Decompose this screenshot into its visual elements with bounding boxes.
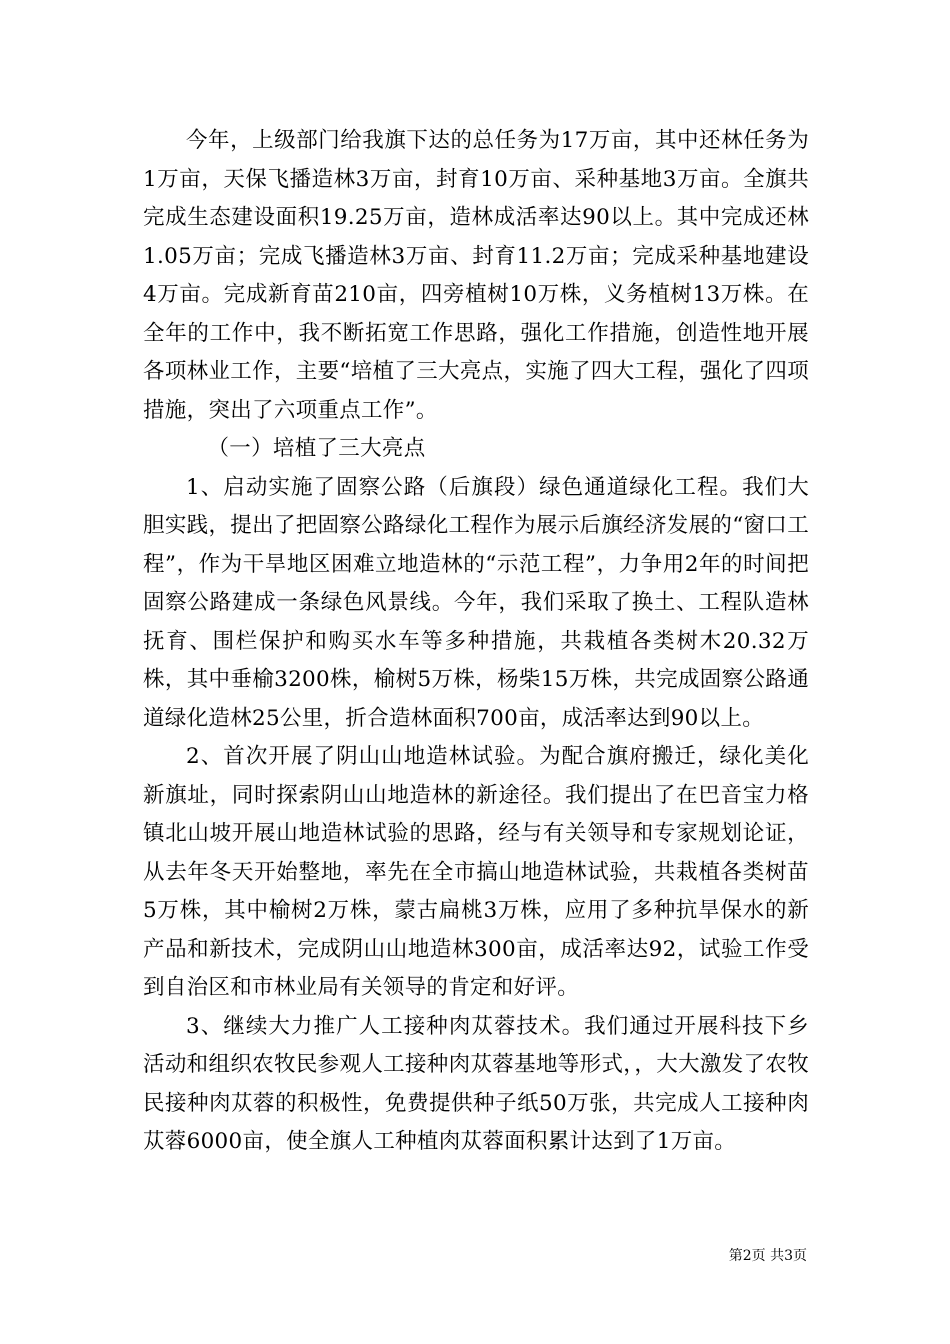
paragraph-highlight-3-cistanche: 3、继续大力推广人工接种肉苁蓉技术。我们通过开展科技下乡活动和组织农牧民参观人工接种肉苁蓉基地等形式，，大大激发了农牧民接种肉苁蓉的积极性，免费提供种子纸50万张，共完成人工接种肉苁蓉6000亩，使全旗人工种植肉苁蓉面积累计达到了1万亩。 [143,1013,809,1154]
document-body [143,122,809,1162]
paragraph-highlight-2-mountain-afforestation: 2、首次开展了阴山山地造林试验。为配合旗府搬迁，绿化美化新旗址，同时探索阴山山地造林的新途径。我们提出了在巴音宝力格镇北山坡开展山地造林试验的思路，经与有关领导和专家规划论证，从去年冬天开始整地，率先在全市搞山地造林试验，共栽植各类树苗5万株，其中榆树2万株，蒙古扁桃3万株，应用了多种抗旱保水的新产品和新技术，完成阴山山地造林300亩，成活率达92，试验工作受到自治区和市林业局有关领导的肯定和好评。 [143,744,809,1000]
page-number-footer: 第2页 共3页 [728,1248,807,1264]
paragraph-highlight-1-greenway: 1、启动实施了固察公路（后旗段）绿色通道绿化工程。我们大胆实践，提出了把固察公路绿化工程作为展示后旗经济发展的“窗口工程”，作为干旱地区困难立地造林的“示范工程”，力争用2年的时间把固察公路建成一条绿色风景线。今年，我们采取了换土、工程队造林抚育、围栏保护和购买水车等多种措施，共栽植各类树木20.32万株，其中垂榆3200株，榆树5万株，杨柴15万株，共完成固察公路通道绿化造林25公里，折合造林面积700亩，成活率达到90以上。 [143,474,809,731]
paragraph-annual-summary: 今年，上级部门给我旗下达的总任务为17万亩，其中还林任务为1万亩，天保飞播造林3万亩，封育10万亩、采种基地3万亩。全旗共完成生态建设面积19.25万亩，造林成活率达90以上。其中完成还林1.05万亩；完成飞播造林3万亩、封育11.2万亩；完成采种基地建设4万亩。完成新育苗210亩，四旁植树10万株，义务植树13万株。在全年的工作中，我不断拓宽工作思路，强化工作措施，创造性地开展各项林业工作，主要“培植了三大亮点，实施了四大工程，强化了四项措施，突出了六项重点工作”。 [143,128,809,423]
section-heading-three-highlights: （一）培植了三大亮点 [207,436,426,461]
